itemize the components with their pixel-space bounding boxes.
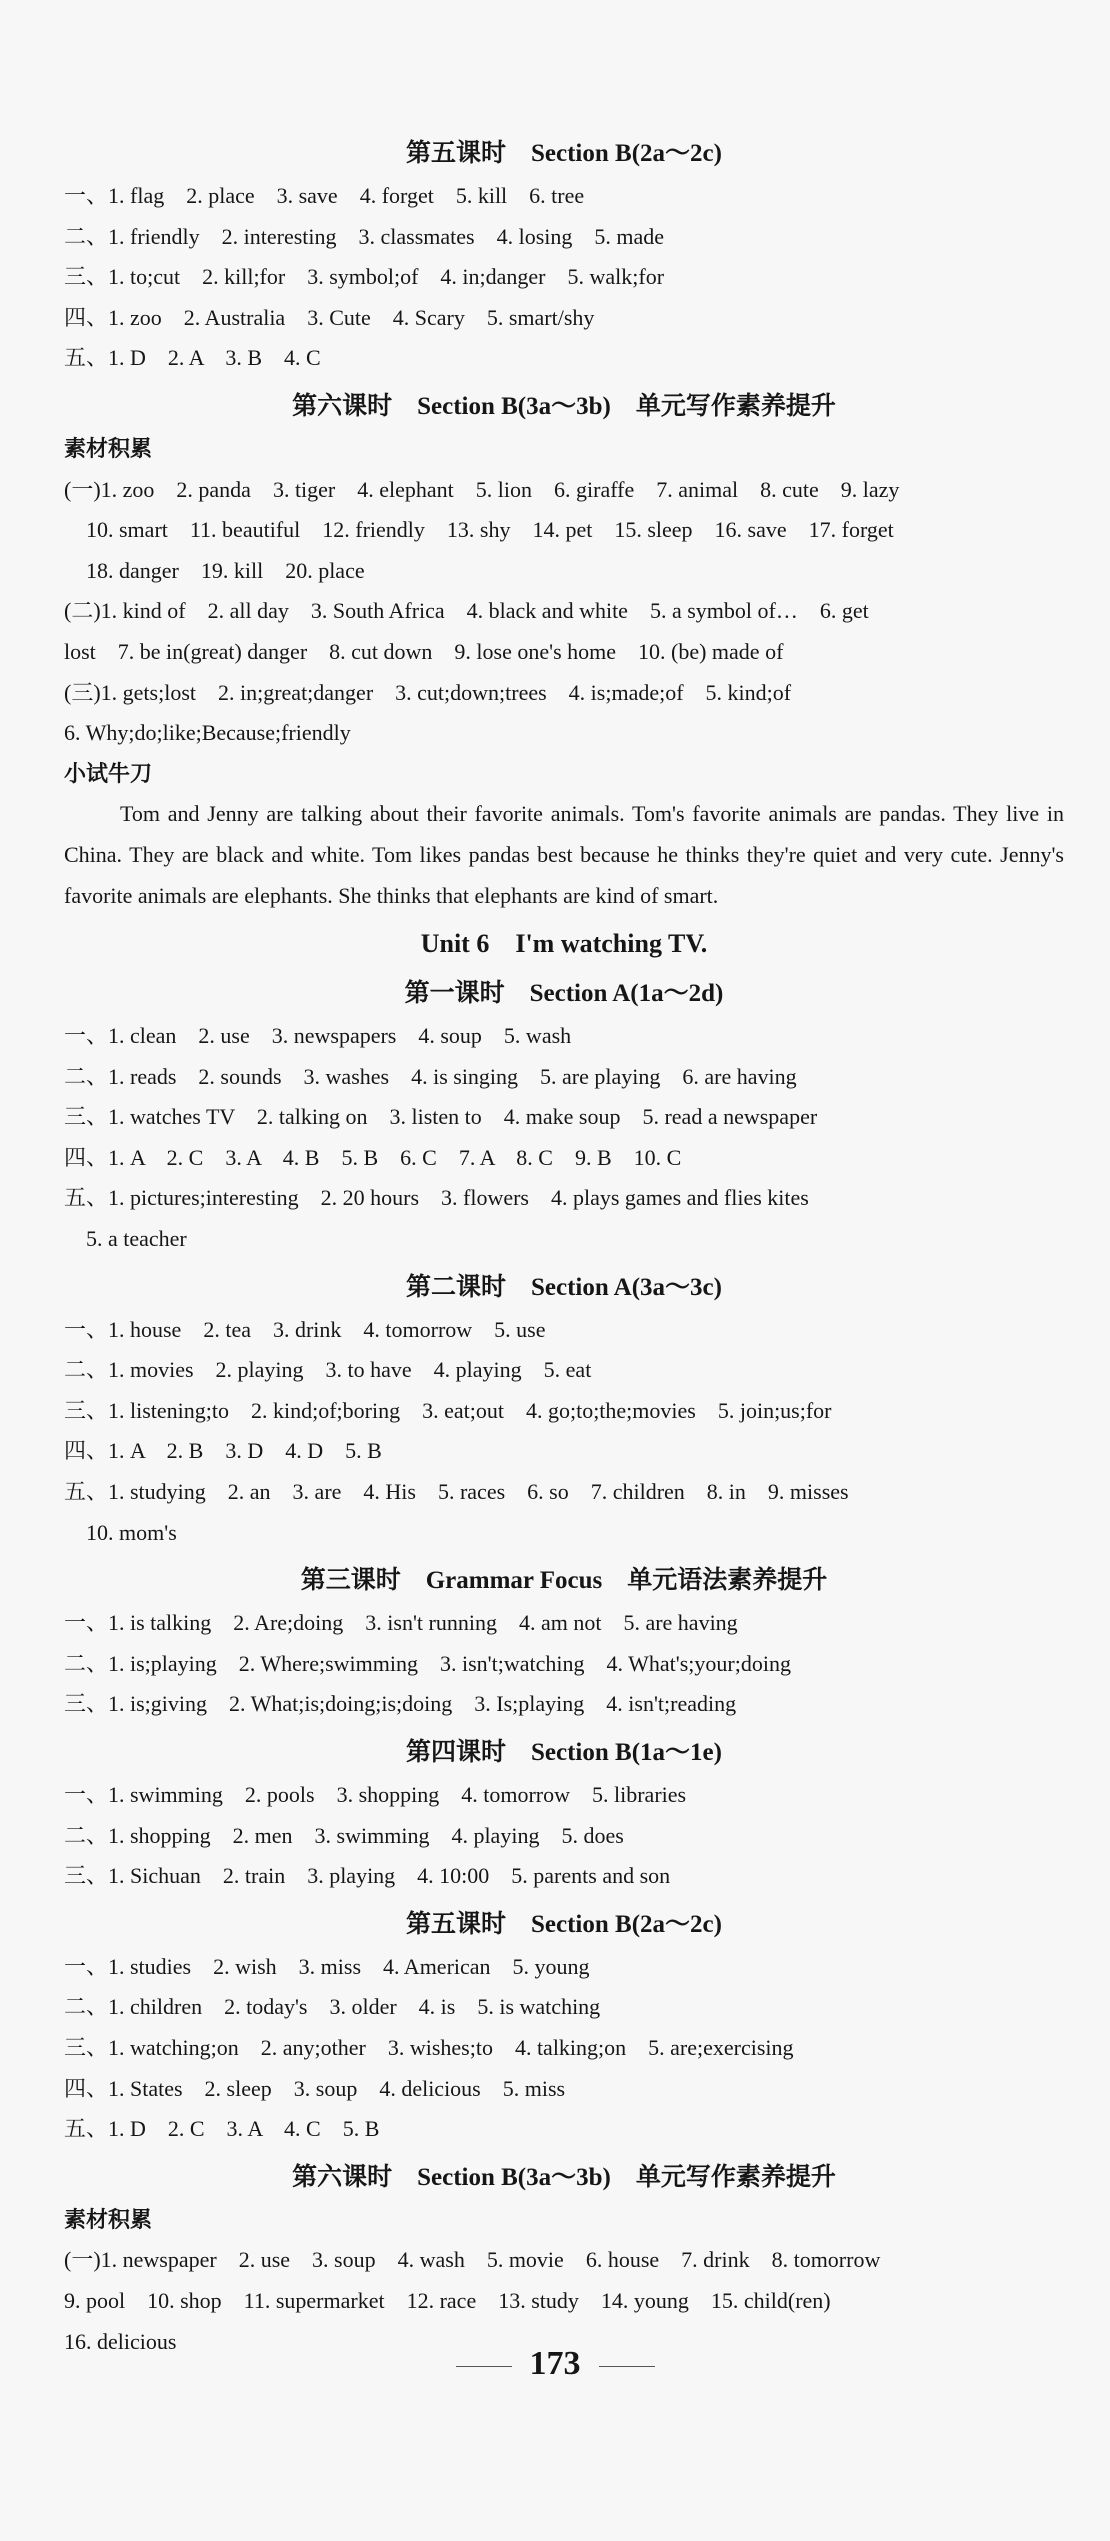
- lesson-heading: 第六课时 Section B(3a～3b) 单元写作素养提升: [292, 392, 836, 420]
- answer-line: 五、1. D 2. C 3. A 4. C 5. B: [64, 2116, 380, 2142]
- answer-line: 二、1. shopping 2. men 3. swimming 4. playing 5. does: [64, 1822, 624, 1848]
- left-dash: [456, 2366, 512, 2367]
- answer-line: 五、1. studying 2. an 3. are 4. His 5. races 6. so 7. children 8. in 9. misses: [64, 1479, 849, 1505]
- answer-line: 9. pool 10. shop 11. supermarket 12. race 13. study 14. young 15. child(ren): [64, 2287, 831, 2313]
- answer-line: 二、1. children 2. today's 3. older 4. is 5. is watching: [64, 1994, 601, 2020]
- answer-line-continued: 18. danger 19. kill 20. place: [86, 557, 365, 583]
- answer-line: 一、1. house 2. tea 3. drink 4. tomorrow 5. use: [64, 1316, 546, 1342]
- answer-line-continued: 10. smart 11. beautiful 12. friendly 13. shy 14. pet 15. sleep 16. save 17. forget: [86, 517, 894, 543]
- lesson-heading: 第三课时 Grammar Focus 单元语法素养提升: [300, 1567, 828, 1595]
- subsection-label: 小试牛刀: [64, 760, 153, 786]
- answer-line-continued: 5. a teacher: [86, 1226, 187, 1252]
- answer-line: 16. delicious: [64, 2328, 177, 2354]
- lesson-heading: 第四课时 Section B(1a～1e): [406, 1739, 722, 1766]
- answer-line: lost 7. be in(great) danger 8. cut down 9. lose one's home 10. (be) made of: [64, 638, 784, 664]
- page-number: 173: [529, 2345, 581, 2382]
- answer-line: 四、1. A 2. C 3. A 4. B 5. B 6. C 7. A 8. C 9. B 10. C: [64, 1144, 682, 1170]
- answer-line: 6. Why;do;like;Because;friendly: [64, 720, 351, 746]
- lesson-heading: 第二课时 Section A(3a～3c): [406, 1273, 722, 1301]
- answer-line: 一、1. swimming 2. pools 3. shopping 4. tomorrow 5. libraries: [64, 1782, 687, 1807]
- answer-line: 四、1. A 2. B 3. D 4. D 5. B: [64, 1438, 382, 1464]
- answer-line: 三、1. Sichuan 2. train 3. playing 4. 10:00 5. parents and son: [64, 1863, 671, 1889]
- answer-line: 四、1. States 2. sleep 3. soup 4. delicious 5. miss: [64, 2075, 566, 2101]
- page-number-row: [0, 2345, 1110, 2383]
- answer-line: 二、1. is;playing 2. Where;swimming 3. isn't;watching 4. What's;your;doing: [64, 1650, 791, 1676]
- answer-line: 五、1. pictures;interesting 2. 20 hours 3. flowers 4. plays games and flies kites: [64, 1185, 809, 1211]
- lesson-heading: 第五课时 Section B(2a～2c): [406, 1910, 722, 1938]
- lesson-heading: 第五课时 Section B(2a～2c): [406, 140, 722, 167]
- answer-line: 二、1. reads 2. sounds 3. washes 4. is singing 5. are playing 6. are having: [64, 1063, 797, 1089]
- lesson-heading: 第一课时 Section A(1a～2d): [404, 980, 724, 1008]
- answer-line: (一)1. zoo 2. panda 3. tiger 4. elephant 5. lion 6. giraffe 7. animal 8. cute 9. lazy: [64, 476, 900, 502]
- right-dash: [599, 2366, 655, 2367]
- answer-line: 五、1. D 2. A 3. B 4. C: [64, 345, 321, 371]
- answer-line: 三、1. listening;to 2. kind;of;boring 3. eat;out 4. go;to;the;movies 5. join;us;for: [64, 1397, 832, 1423]
- answer-line: (二)1. kind of 2. all day 3. South Africa 4. black and white 5. a symbol of… 6. get: [64, 598, 869, 624]
- answer-line-continued: 10. mom's: [86, 1519, 177, 1545]
- subsection-label: 素材积累: [64, 435, 153, 461]
- answer-line: 二、1. friendly 2. interesting 3. classmates 4. losing 5. made: [64, 223, 665, 249]
- unit-title: Unit 6 I'm watching TV.: [420, 929, 708, 959]
- answer-line: 三、1. to;cut 2. kill;for 3. symbol;of 4. in;danger 5. walk;for: [64, 264, 665, 290]
- answer-content: [64, 132, 1064, 2362]
- answer-line: 四、1. zoo 2. Australia 3. Cute 4. Scary 5. smart/shy: [64, 304, 595, 330]
- answer-line: 一、1. clean 2. use 3. newspapers 4. soup 5. wash: [64, 1023, 572, 1049]
- answer-line: 二、1. movies 2. playing 3. to have 4. playing 5. eat: [64, 1357, 592, 1383]
- sample-paragraph: Tom and Jenny are talking about their favorite animals. Tom's favorite animals are pandas. They live in China. They are black and white. Tom likes pandas best because he thinks they're quiet and very cute. Jenny's favorite animals are elephants. She thinks that elephants are kind of smart.: [64, 801, 1064, 908]
- answer-line: 一、1. is talking 2. Are;doing 3. isn't running 4. am not 5. are having: [64, 1610, 738, 1636]
- answer-line: 三、1. is;giving 2. What;is;doing;is;doing 3. Is;playing 4. isn't;reading: [64, 1691, 737, 1717]
- answer-line: 三、1. watching;on 2. any;other 3. wishes;to 4. talking;on 5. are;exercising: [64, 2034, 794, 2060]
- answer-line: 一、1. flag 2. place 3. save 4. forget 5. kill 6. tree: [64, 183, 585, 208]
- lesson-heading: 第六课时 Section B(3a～3b) 单元写作素养提升: [292, 2163, 836, 2191]
- subsection-label: 素材积累: [64, 2206, 153, 2232]
- answer-line: (一)1. newspaper 2. use 3. soup 4. wash 5. movie 6. house 7. drink 8. tomorrow: [64, 2247, 881, 2273]
- answer-line: 一、1. studies 2. wish 3. miss 4. American 5. young: [64, 1953, 590, 1979]
- answer-line: (三)1. gets;lost 2. in;great;danger 3. cut;down;trees 4. is;made;of 5. kind;of: [64, 679, 792, 705]
- answer-line: 三、1. watches TV 2. talking on 3. listen to 4. make soup 5. read a newspaper: [64, 1104, 818, 1130]
